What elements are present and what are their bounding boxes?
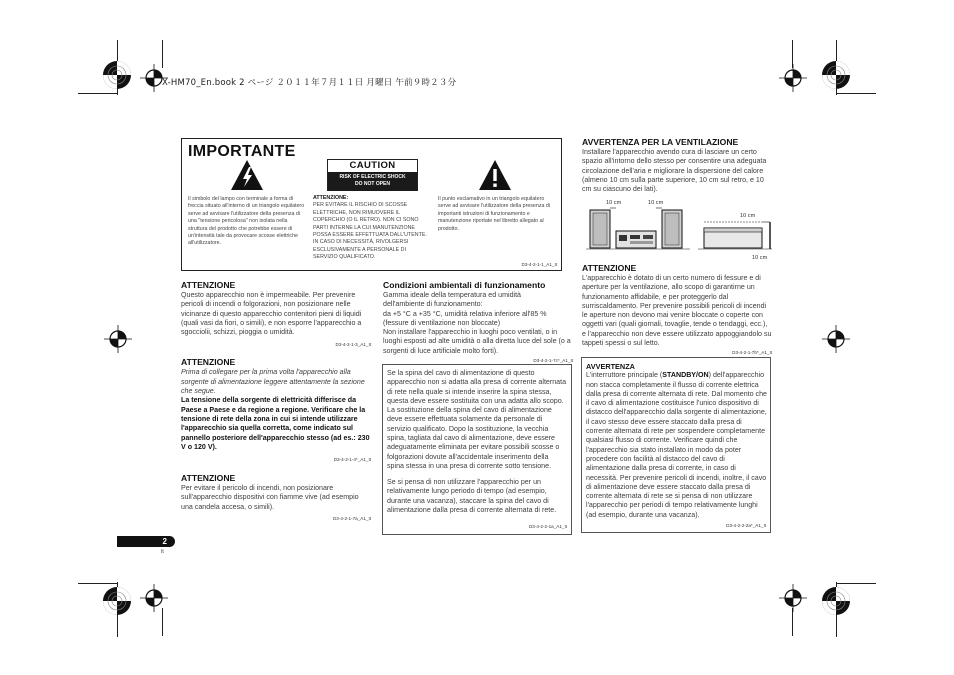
standby-warning-text — [586, 371, 767, 520]
importante-title: IMPORTANTE — [188, 143, 296, 160]
importante-box — [181, 138, 562, 271]
ventilation-diagram — [586, 198, 772, 264]
conditions-line-4: (fessure di ventilazione non bloccate) — [383, 318, 501, 327]
conditions-code: D3-4-2-1-7c*_A1_It — [533, 358, 573, 364]
clearance-label-c: 10 cm — [740, 213, 756, 219]
attenzione-1-code: D3-4-2-1-3_A1_It — [335, 342, 371, 348]
column-3-lower — [582, 263, 772, 355]
attenzione-cover-head: ATTENZIONE: — [313, 195, 349, 201]
standby-warning-content — [586, 362, 767, 520]
clearance-label-a: 10 cm — [606, 200, 622, 206]
caution-line-1: RISK OF ELECTRIC SHOCK — [339, 174, 406, 180]
language-code: It — [161, 549, 164, 555]
crosshair-mark-icon — [822, 325, 850, 353]
attenzione-vent-code: D3-4-2-1-7b*_A1_It — [732, 350, 772, 356]
attenzione-cover-text: PER EVITARE IL RISCHIO DI SCOSSE ELETTRICHE, NON RIMUOVERE IL COPERCHIO (O IL RETRO). NON CI SONO PARTI INTERNE LA CUI MANUTENZIONE POSSA ESSERE EFFETTUATA DALL'UTENTE. IN CASO DI NECESSITÀ, RIVOLGERSI ESCLUSIVAMENTE A PERSONALE DI SERVIZIO QUALIFICATO. — [313, 202, 427, 261]
attenzione-2-code: D3-4-2-1-4*_A1_It — [333, 457, 371, 463]
attenzione-vent-text: L'apparecchio è dotato di un certo numero di fessure e di aperture per la ventilazione, allo scopo di garantirne un funzionamento affidabile, e per proteggerlo dal surriscaldamento. Per prevenire possibili pericoli di incendi le aperture non devono mai venire bloccate o coperte con oggetti vari (quali giornali, tovaglie, tende o tendaggi, ecc.), e l'apparecchio non deve essere utilizzato appoggiandolo su tappeti spessi o sul letto. — [582, 274, 772, 348]
column-3 — [582, 137, 772, 194]
plug-notice-text-1: Se la spina del cavo di alimentazione di questo apparecchio non si adatta alla presa di corrente alternata di rete nella quale si intende inserire la spina stessa, questa deve essere sostituita con una adatta allo scopo. La sostituzione della spina del cavo di alimentazione deve essere effettuata solamente da personale di servizio qualificato. Dopo la sostituzione, la vecchia spina, tagliata dal cavo di alimentazione, deve essere adeguatamente eliminata per evitare possibili scosse o folgorazioni dovute all'accidentale inserimento della spina stessa in una presa di corrente sotto tensione. — [387, 369, 567, 470]
conditions-text: Non installare l'apparecchio in luoghi poco ventilati, o in luoghi esposti ad alte umidità o alla diretta luce del sole (o a sorgenti di luce artificiale molto forti). — [383, 328, 571, 355]
standby-warning-post: ) dell'apparecchio non stacca completamente il flusso di corrente elettrica dalla presa di corrente alternata di rete. Dal momento che il cavo di alimentazione costituisce l'unico dispositivo di distacco dell'apparecchio dalla sorgente di alimentazione, il cavo stesso deve essere staccato dalla presa di corrente alternata di rete per sospendere completamente qualsiasi flusso di corrente. Verificare quindi che l'apparecchio sia stato installato in modo da poter procedere con facilità al distacco del cavo di alimentazione dalla presa di corrente, in caso di necessità. Per prevenire pericoli di incendi, inoltre, il cavo di alimentazione deve essere staccato dalla presa di corrente alternata di rete se si pensa di non utilizzare l'apparecchio per periodi di tempo relativamente lunghi (ad esempio, durante una vacanza). — [586, 371, 767, 519]
conditions-line-3: da +5 °C a +35 °C, umidità relativa inferiore all'85 % — [383, 309, 547, 318]
caution-label — [327, 159, 418, 191]
caution-head: CAUTION — [328, 160, 417, 172]
clearance-label-b: 10 cm — [648, 200, 664, 206]
attenzione-3-heading: ATTENZIONE — [181, 473, 236, 484]
standby-key-label: STANDBY/ON — [662, 371, 709, 380]
standby-warning-code: D3-4-2-2-2a*_A1_It — [726, 523, 766, 528]
column-2 — [383, 280, 573, 363]
exclamation-warning-icon — [478, 159, 512, 191]
ventilation-figure — [586, 198, 772, 264]
ventilation-heading: AVVERTENZA PER LA VENTILAZIONE — [582, 137, 739, 147]
ventilation-text: Installare l'apparecchio avendo cura di lasciare un certo spazio all'intorno dello stesso per consentire una adeguata circolazione dell'aria e migliorare la dispersione del calore (almeno 10 cm sulla parte superiore, 10 cm sul retro, e 10 cm su ciascuno dei lati). — [582, 148, 767, 194]
attenzione-3-code: D3-4-2-1-7a_A1_It — [332, 516, 371, 522]
standby-warning-heading: AVVERTENZA — [586, 362, 635, 371]
lightning-warning-icon — [230, 159, 264, 191]
exclamation-symbol-text: Il punto esclamativo in un triangolo equilatero serve ad avvisare l'utilizzatore della presenza di importanti istruzioni di funzionamento e manutenzione riportate nel libretto allegato al prodotto. — [438, 196, 551, 232]
attenzione-2-heading: ATTENZIONE — [181, 357, 236, 368]
target-mark-icon — [819, 584, 853, 618]
attenzione-2-italic: Prima di collegare per la prima volta l'apparecchio alla sorgente di alimentazione leggere attentamente la sezione che segue. — [181, 368, 365, 396]
conditions-line-2: dell'ambiente di funzionamento: — [383, 300, 483, 309]
conditions-line-1: Gamma ideale della temperatura ed umidità — [383, 291, 522, 299]
attenzione-cover-block — [313, 195, 427, 262]
attenzione-3-text: Per evitare il pericolo di incendi, non posizionare sull'apparecchio dispositivi con fiamme vive (ad esempio una candela accesa, o simili). — [181, 484, 359, 511]
attenzione-2-bold: La tensione della sorgente di elettricità differisce da Paese a Paese e da regione a regione. Verificare che la tensione di rete della zona in cui si intende utilizzare l'apparecchio sia quella corretta, come indicato sul pannello posteriore dell'apparecchio stesso (ad es.: 230 V o 120 V). — [181, 396, 370, 451]
caution-body — [328, 172, 417, 191]
plug-notice-box — [382, 364, 572, 535]
crosshair-mark-icon — [104, 325, 132, 353]
plug-notice-text-2: Se si pensa di non utilizzare l'apparecchio per un relativamente lungo periodo di tempo (ad esempio, durante una vacanza), staccare la spina del cavo di alimentazione dalla presa di corrente alternata di rete. — [387, 478, 557, 514]
crosshair-mark-icon — [779, 584, 807, 612]
standby-warning-box — [581, 357, 771, 533]
lightning-symbol-text: Il simbolo del lampo con terminale a forma di freccia situato all'interno di un triangolo equilatero serve ad avvisare l'utilizzatore della presenza di una "tensione pericolosa" non isolata nella struttura del prodotto che potrebbe essere di un'intensità tale da provocare scosse elettriche all'utilizzatore. — [188, 196, 305, 247]
crosshair-mark-icon — [779, 64, 807, 92]
clearance-label-d: 10 cm — [752, 255, 768, 261]
attenzione-1-text: Questo apparecchio non è impermeabile. Per prevenire pericoli di incendi o folgorazioni, non posizionare nelle vicinanze di questo apparecchio contenitori pieni di liquidi (quali vasi da fiori, o simili), e non esporre l'apparecchio a sgocciolii, schizzi, pioggia o umidità. — [181, 291, 362, 337]
conditions-heading: Condizioni ambientali di funzionamento — [383, 280, 546, 290]
crosshair-mark-icon — [140, 584, 168, 612]
attenzione-vent-heading: ATTENZIONE — [582, 263, 637, 273]
page-number-bar — [117, 536, 175, 547]
target-mark-icon — [100, 58, 134, 92]
attenzione-1-heading: ATTENZIONE — [181, 280, 236, 290]
standby-warning-pre: L'interruttore principale ( — [586, 371, 663, 380]
plug-notice-code: D3-4-2-2-1a_A1_It — [528, 524, 567, 529]
target-mark-icon — [819, 58, 853, 92]
column-1 — [181, 280, 371, 521]
book-file-header: X-HM70_En.book 2 ページ ２０１１年７月１１日 月曜日 午前９時２３分 — [162, 78, 457, 88]
caution-line-2: DO NOT OPEN — [354, 181, 390, 187]
importante-code: D3-4-2-1-1_A1_It — [521, 262, 557, 267]
target-mark-icon — [100, 584, 134, 618]
page-number: 2 — [162, 537, 167, 546]
